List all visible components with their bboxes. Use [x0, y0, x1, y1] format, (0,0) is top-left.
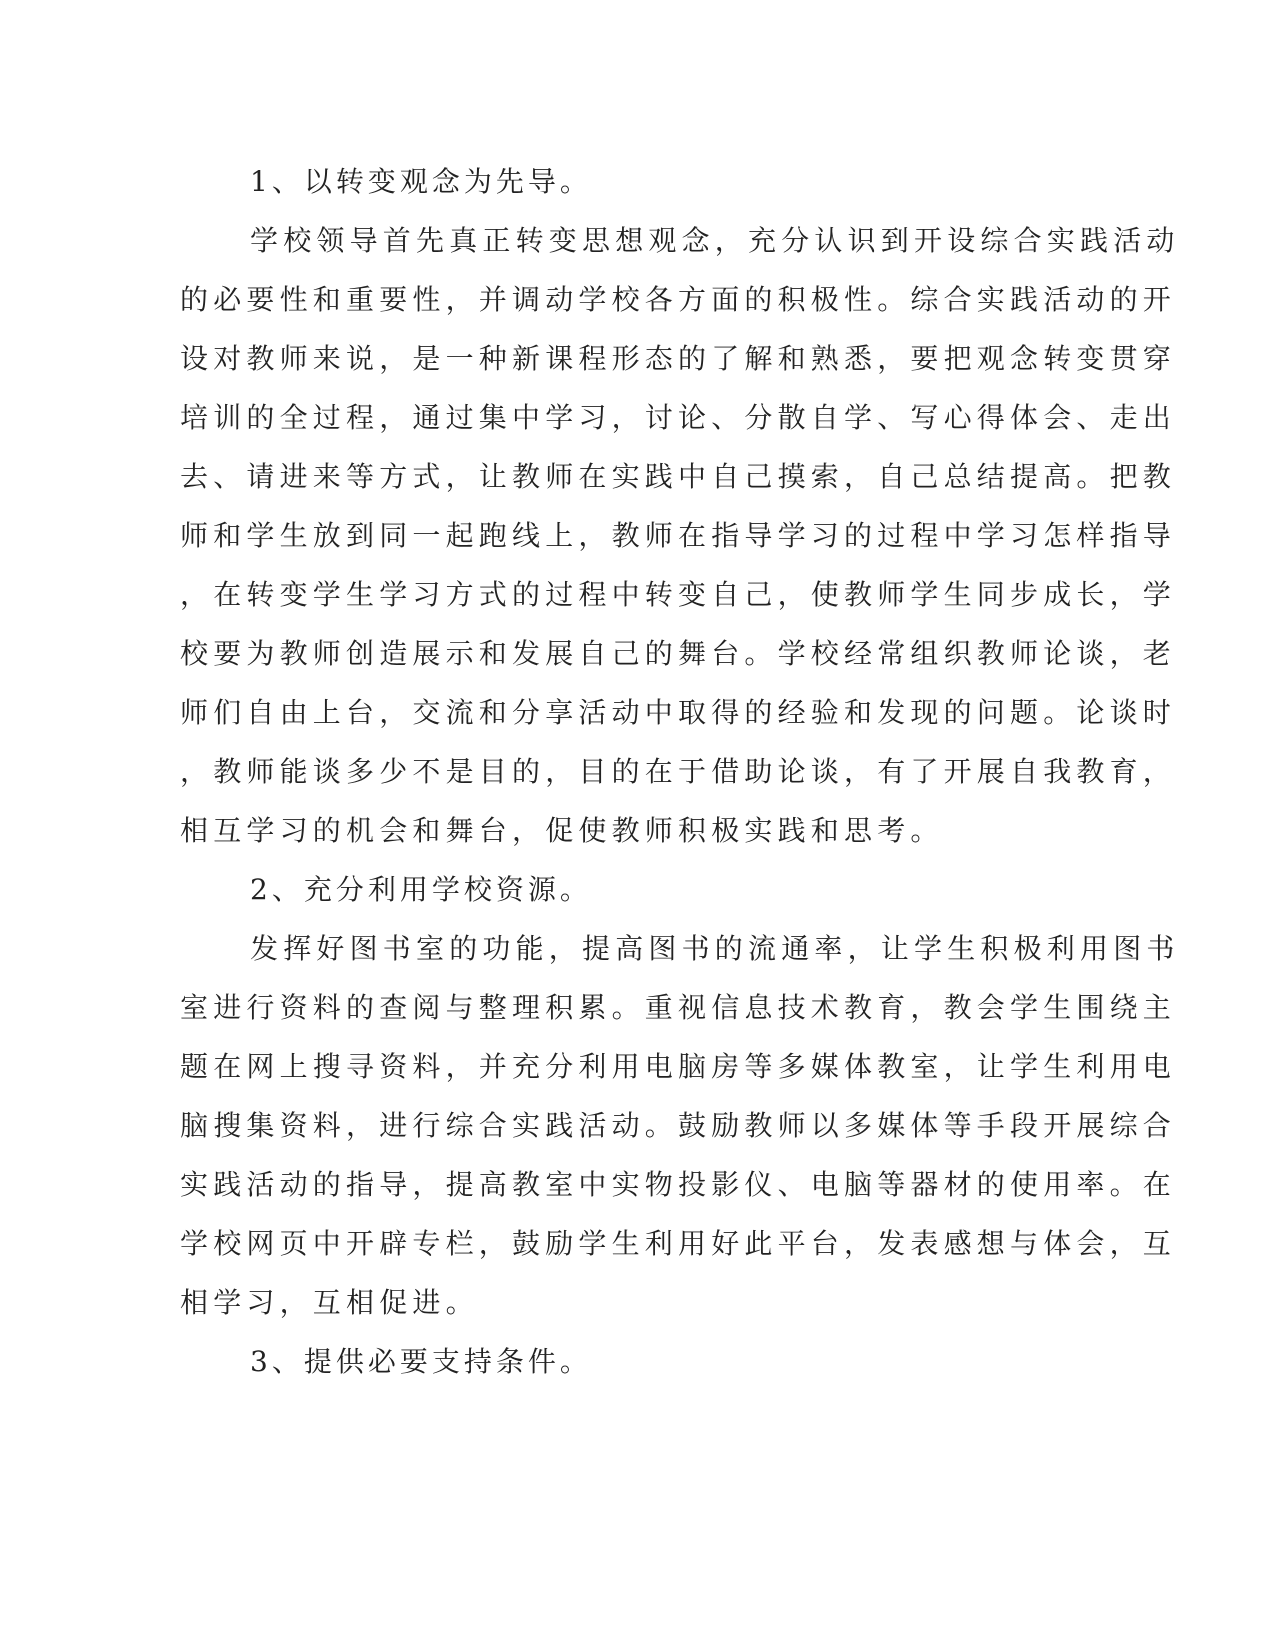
paragraph-line: 的必要性和重要性，并调动学校各方面的积极性。综合实践活动的开: [180, 283, 1177, 316]
paragraph-line: 去、请进来等方式，让教师在实践中自己摸索，自己总结提高。把教: [180, 460, 1177, 493]
paragraph-line: 脑搜集资料，进行综合实践活动。鼓励教师以多媒体等手段开展综合: [180, 1109, 1177, 1142]
paragraph-line: 实践活动的指导，提高教室中实物投影仪、电脑等器材的使用率。在: [180, 1168, 1177, 1201]
section-heading-3: 3、提供必要支持条件。: [250, 1345, 592, 1378]
paragraph-line: 室进行资料的查阅与整理积累。重视信息技术教育，教会学生围绕主: [180, 991, 1177, 1024]
paragraph-line: 校要为教师创造展示和发展自己的舞台。学校经常组织教师论谈，老: [180, 637, 1177, 670]
paragraph-line: 学校领导首先真正转变思想观念，充分认识到开设综合实践活动: [250, 224, 1180, 257]
paragraph-line: 设对教师来说，是一种新课程形态的了解和熟悉，要把观念转变贯穿: [180, 342, 1177, 375]
paragraph-line: 师和学生放到同一起跑线上，教师在指导学习的过程中学习怎样指导: [180, 519, 1177, 552]
paragraph-line: ，在转变学生学习方式的过程中转变自己，使教师学生同步成长，学: [180, 578, 1177, 611]
paragraph-line: 相学习，互相促进。: [180, 1286, 479, 1319]
paragraph-line: 培训的全过程，通过集中学习，讨论、分散自学、写心得体会、走出: [180, 401, 1177, 434]
paragraph-line: 题在网上搜寻资料，并充分利用电脑房等多媒体教室，让学生利用电: [180, 1050, 1177, 1083]
paragraph-line: ，教师能谈多少不是目的，目的在于借助论谈，有了开展自我教育，: [180, 755, 1177, 788]
section-heading-2: 2、充分利用学校资源。: [250, 873, 592, 906]
section-heading-1: 1、以转变观念为先导。: [250, 165, 592, 198]
paragraph-line: 学校网页中开辟专栏，鼓励学生利用好此平台，发表感想与体会，互: [180, 1227, 1177, 1260]
paragraph-line: 相互学习的机会和舞台，促使教师积极实践和思考。: [180, 814, 944, 847]
paragraph-line: 发挥好图书室的功能，提高图书的流通率，让学生积极利用图书: [250, 932, 1180, 965]
paragraph-line: 师们自由上台，交流和分享活动中取得的经验和发现的问题。论谈时: [180, 696, 1177, 729]
